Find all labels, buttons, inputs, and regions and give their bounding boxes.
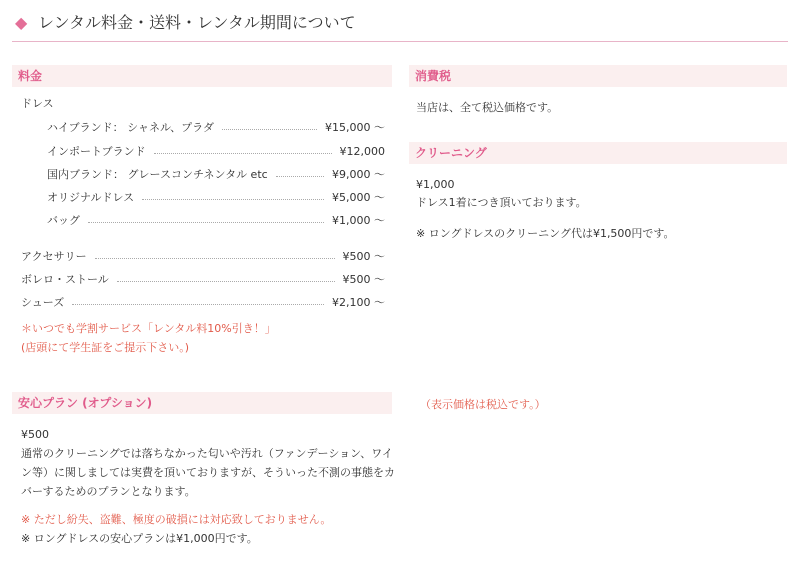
insurance-desc-line: ン等）に関しましては実費を頂いておりますが、そういった不測の事態をカ [21, 466, 395, 479]
cleaning-text: ドレス1着につき頂いております。 [416, 196, 587, 209]
insurance-warning: ※ ただし紛失、盗難、極度の破損には対応致しておりません。 [21, 513, 332, 526]
item-name: バッグ [47, 214, 80, 227]
page-title: レンタル料金・送料・レンタル期間について [38, 13, 356, 32]
cleaning-note: ※ ロングドレスのクリーニング代は¥1,500円です。 [416, 227, 675, 240]
item-name: アクセサリー [21, 250, 87, 263]
student-discount-note: ＊いつでも学割サービス「レンタル料10%引き！」 [21, 322, 276, 335]
cleaning-price: ¥1,000 [416, 178, 455, 191]
insurance-desc-line: バーするためのプランとなります。 [21, 485, 196, 498]
insurance-desc-line: 通常のクリーニングでは落ちなかった匂いや汚れ（ファンデーション、ワイ [21, 447, 393, 460]
item-price: ¥5,000 ～ [332, 191, 385, 204]
item-price: ¥500 ～ [342, 273, 385, 286]
item-name: インポートブランド [47, 145, 146, 158]
tax-text: 当店は、全て税込価格です。 [416, 101, 559, 114]
fees-heading: 料金 [12, 65, 392, 87]
item-name: シューズ [21, 296, 65, 309]
item-price: ¥2,100 ～ [332, 296, 385, 309]
item-price: ¥9,000 ～ [332, 168, 385, 181]
cleaning-heading: クリーニング [409, 142, 787, 164]
page-title-bar [12, 10, 788, 42]
student-id-note: (店頭にて学生証をご提示下さい。) [21, 341, 190, 354]
item-price: ¥1,000 ～ [332, 214, 385, 227]
item-price: ¥12,000 [339, 145, 385, 158]
price-row [47, 144, 385, 160]
price-row [21, 295, 385, 311]
price-row [21, 249, 385, 265]
price-row [47, 167, 385, 183]
tax-heading: 消費税 [409, 65, 787, 87]
price-row [21, 272, 385, 288]
item-price: ¥500 ～ [342, 250, 385, 263]
item-price: ¥15,000 ～ [325, 121, 385, 134]
dress-label: ドレス [21, 97, 54, 110]
insurance-note: ※ ロングドレスの安心プランは¥1,000円です。 [21, 532, 258, 545]
item-name: オリジナルドレス [47, 191, 135, 204]
item-name: 国内ブランド： グレースコンチネンタル etc [47, 168, 268, 181]
diamond-icon: ◆ [15, 13, 28, 32]
item-name: ボレロ・ストール [21, 273, 109, 286]
price-row [47, 213, 385, 229]
tax-included-note: （表示価格は税込です。） [420, 398, 546, 411]
price-row [47, 190, 385, 206]
price-row [47, 120, 385, 136]
item-name: ハイブランド： シャネル、プラダ [47, 121, 214, 134]
insurance-price: ¥500 [21, 428, 49, 441]
insurance-heading: 安心プラン (オプション) [12, 392, 392, 414]
